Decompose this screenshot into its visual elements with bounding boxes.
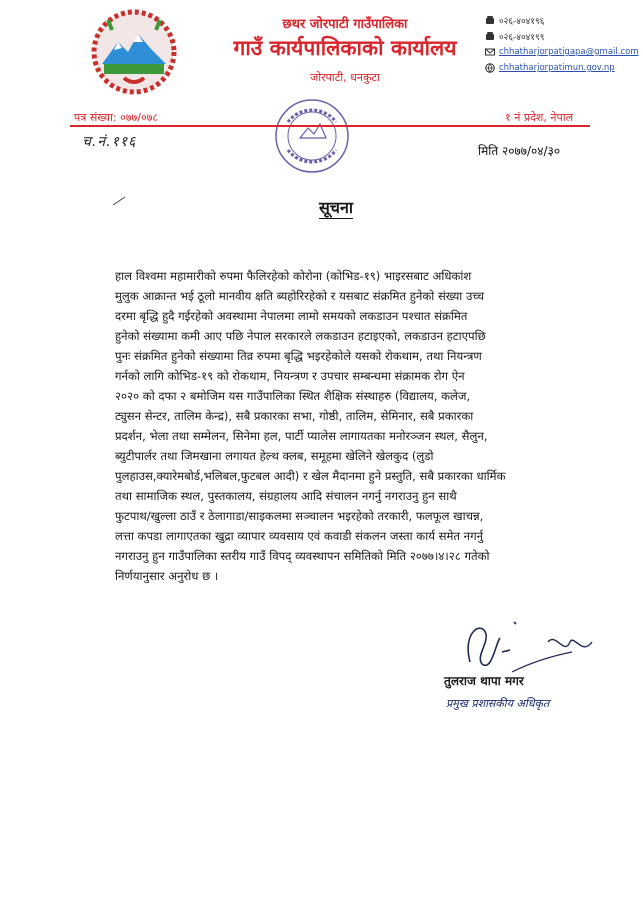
reference-number: पत्र संख्या: ०७७/०७८ (74, 111, 159, 124)
email-link[interactable]: chhatharjorpatigapa@gmail.com (499, 47, 639, 57)
notice-line: हुनेको संख्यामा कमी आए पछि नेपाल सरकारले लकडाउन हटाइएको, लकडाउन हटाएपछि (115, 329, 486, 343)
email-icon (485, 47, 495, 57)
email-row (485, 44, 641, 60)
phone-1: ०२६-४०४१९६ (499, 16, 545, 27)
notice-line: २०२० को दफा २ बमोजिम यस गाउँपालिका स्थित शैक्षिक संस्थाहरु (विद्यालय, कलेज, (115, 389, 471, 403)
phone-row-1 (485, 12, 641, 28)
notice-line: निर्णयानुसार अनुरोध छ । (115, 569, 219, 583)
notice-line: हाल विश्वमा महामारीको रुपमा फैलिरहेको कोरोना (कोभिड-१९) भाइरसबाट अधिकांश (115, 269, 472, 283)
notice-title (296, 196, 376, 218)
notice-line: दरमा बृद्धि हुदै गईरहेको अवस्थामा नेपालमा लामो समयको लकडाउन पश्चात संक्रमित (115, 309, 468, 323)
telephone-icon (485, 15, 495, 25)
notice-line: पुलहाउस,क्यारेमबोर्ड,भलिबल,फुटबल आदी) र खेल मैदानमा हुने प्रस्तुति, सबै प्रकारका धार्मिक (115, 469, 506, 483)
phone-2: ०२६-४०४१९९ (499, 32, 545, 43)
province-label: १ नं प्रदेश, नेपाल (505, 111, 574, 124)
dispatch-number: च.नं.११६ (82, 134, 137, 150)
website-link[interactable]: chhatharjorpatimun.gov.np (499, 63, 615, 73)
office-line-3: जोरपाटी, धनकुटा (310, 71, 380, 84)
nepal-emblem-icon (88, 6, 180, 98)
notice-line: प्रदर्शन, भेला तथा सम्मेलन, सिनेमा हल, पार्टी प्यालेस लागायतका मनोरञ्जन स्थल, सैलुन, (115, 429, 488, 443)
website-row (485, 60, 641, 76)
office-seal-icon (268, 92, 356, 180)
notice-line: फुटपाथ/खुल्ला ठाउँ र ठेलागाडा/साइकलमा सञ्चालन भइरहेको तरकारी, फलफूल खाचन्न, (115, 509, 484, 523)
telephone-icon (485, 31, 495, 41)
office-line-2: गाउँ कार्यपालिकाको कार्यालय (233, 36, 457, 60)
office-line-1: छथर जोरपाटी गाउँपालिका (282, 17, 408, 32)
notice-line: पुनः संक्रमित हुनेको संख्यामा तिव्र रुपमा बृद्धि भइरहेकोले यसको रोकथाम, तथा नियन्त्रण (115, 349, 482, 363)
notice-title-text: सूचना (318, 198, 353, 217)
phone-row-2 (485, 28, 641, 44)
signer-designation: प्रमुख प्रशासकीय अधिकृत (446, 697, 550, 710)
header-divider (70, 125, 590, 127)
signer-name: तुलराज थापा मगर (444, 674, 524, 688)
notice-line: तथा सामाजिक स्थल, पुस्तकालय, संग्रहालय आदि संचालन नगर्नु नगराउनु हुन साथै (115, 489, 457, 503)
notice-line: ब्युटीपार्लर तथा जिमखाना लगायत हेल्थ क्लब, समूहमा खेलिने खेलकुद (लुडो (115, 449, 434, 463)
notice-line: ट्युसन सेन्टर, तालिम केन्द्र), सबै प्रकारका सभा, गोष्ठी, तालिम, सेमिनार, सबै प्रकारका (115, 409, 474, 423)
notice-line: नगराउनु हुन गाउँपालिका स्तरीय गाउँ विपद् व्यवस्थापन समितिको मिति २०७७।४।२८ गतेको (115, 549, 490, 563)
notice-line: गर्नको लागि कोभिड-१९ को रोकथाम, नियन्त्रण र उपचार सम्बन्धमा संक्रामक रोग ऐन (115, 369, 465, 383)
notice-body (115, 266, 593, 586)
notice-line: मुलुक आक्रान्त भई ठूलो मानवीय क्षति ब्यहोरिरहेको र यसबाट संक्रमित हुनेको संख्या उच्च (115, 289, 485, 303)
contact-block (485, 12, 641, 76)
pen-mark-icon (112, 196, 126, 206)
signature-icon (452, 612, 602, 680)
notice-line: लत्ता कपडा लागाएतका खुद्रा व्यापार व्यवसाय एवं कवाडी संकलन जस्ता कार्य समेत नगर्नु (115, 529, 484, 543)
globe-icon (485, 63, 495, 73)
issue-date: मिति २०७७/०४/३० (478, 144, 561, 158)
